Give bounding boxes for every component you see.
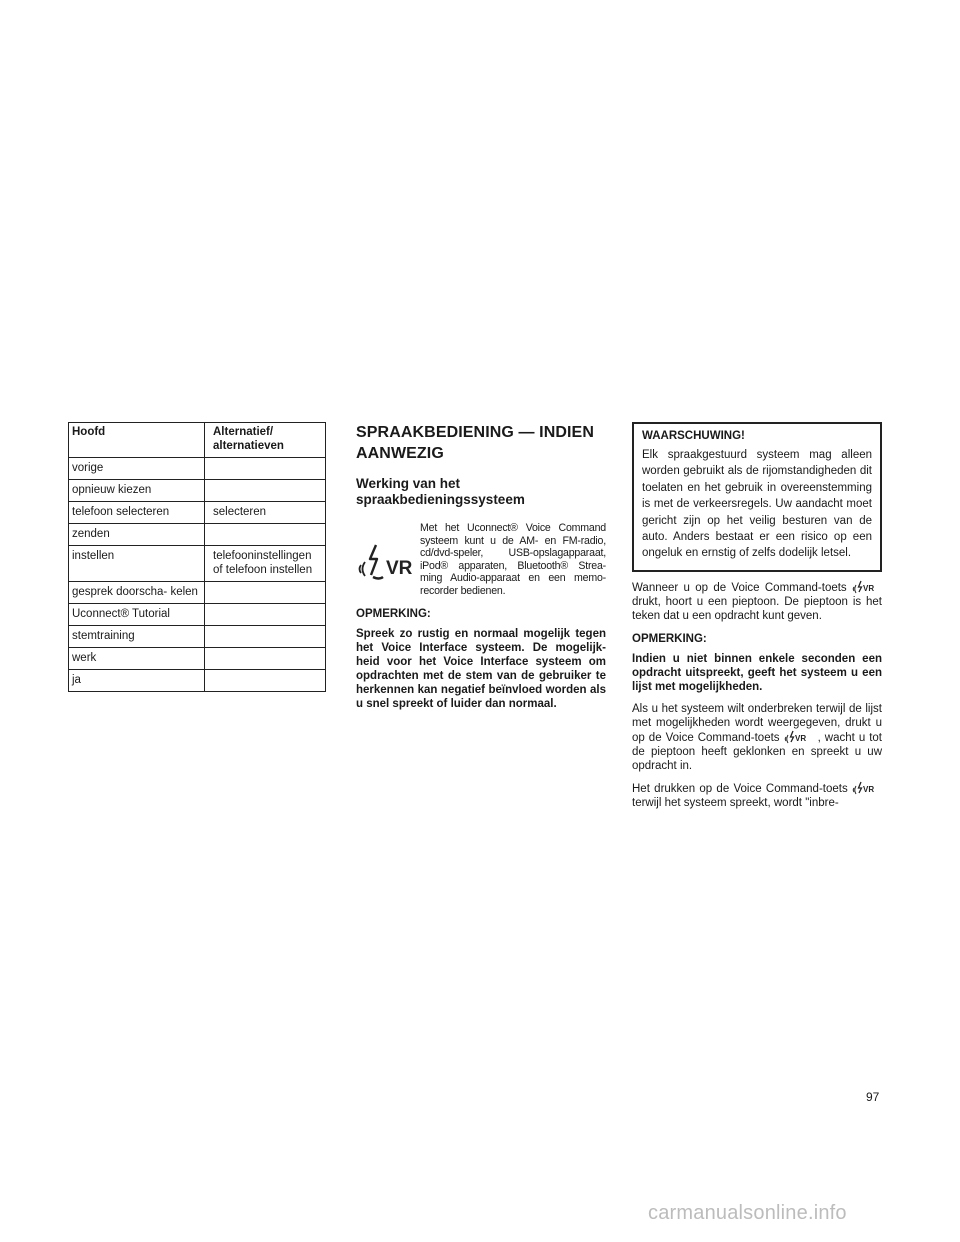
table-row xyxy=(69,604,326,626)
warning-title: WAARSCHUWING! xyxy=(642,430,745,442)
note-label: OPMERKING: xyxy=(356,607,431,620)
command-table-column xyxy=(68,422,326,692)
table-cell-main: ja xyxy=(69,670,205,692)
table-cell-main: gesprek doorscha- kelen xyxy=(69,582,205,604)
barge-in-paragraph-start: Het drukken op de Voice Command-toets xyxy=(632,782,848,795)
svg-text:VR: VR xyxy=(794,733,806,743)
page-number: 97 xyxy=(866,1090,880,1104)
table-cell-main: werk xyxy=(69,648,205,670)
section-subtitle: Werking van het spraakbedieningssysteem xyxy=(356,476,525,507)
barge-in-paragraph xyxy=(632,781,882,810)
table-row xyxy=(69,648,326,670)
warning-text: Elk spraakgestuurd systeem mag alleen worden gebruikt als de rijomstandigheden dit toelaten en het gebruik in overeenstemming is met de verkeersregels. Uw aandacht moet gericht zijn op het veilig besturen van de auto. Anders bestaat er een risico op een ongeluk en ernstig of zelfs dodelijk letsel. xyxy=(642,449,872,560)
table-row xyxy=(69,458,326,480)
table-cell-alternative xyxy=(205,480,326,502)
table-row xyxy=(69,546,326,582)
vr-voice-command-icon xyxy=(356,526,414,596)
section-title: SPRAAKBEDIENING — INDIEN AANWEZIG xyxy=(356,424,594,462)
table-cell-main: telefoon selecteren xyxy=(69,502,205,524)
voice-command-table xyxy=(68,422,326,692)
warning-column xyxy=(632,422,882,810)
table-cell-alternative xyxy=(205,458,326,480)
table-row xyxy=(69,502,326,524)
table-cell-main: vorige xyxy=(69,458,205,480)
warning-box xyxy=(632,422,882,572)
table-cell-alternative xyxy=(205,524,326,546)
intro-text: Met het Uconnect® Voice Command systeem kunt u de AM- en FM-radio, cd/dvd-speler, USB-opslagapparaat, iPod® apparaten, Bluetooth® Strea- ming Audio-apparaat en een memo- recorder bedienen. xyxy=(420,522,606,597)
interrupt-paragraph xyxy=(632,702,882,773)
voice-command-button-icon xyxy=(784,730,814,744)
table-header-row xyxy=(69,423,326,458)
table-row xyxy=(69,670,326,692)
table-header-alternative: Alternatief/ alternatieven xyxy=(205,423,326,458)
beep-paragraph-end: drukt, hoort u een pieptoon. De pieptoon is het teken dat u een opdracht kunt geven. xyxy=(632,595,882,622)
table-row xyxy=(69,480,326,502)
interrupt-paragraph-end: , wacht u tot de pieptoon heeft geklonken en spreekt u uw opdracht in. xyxy=(632,731,883,772)
table-cell-main: zenden xyxy=(69,524,205,546)
table-cell-alternative xyxy=(205,604,326,626)
beep-paragraph xyxy=(632,580,882,623)
vr-icon-text: VR xyxy=(386,558,413,579)
watermark: carmanualsonline.info xyxy=(648,1202,847,1224)
interrupt-paragraph-start: Als u het systeem wilt onderbreken terwijl de lijst met mogelijkheden wordt weergegeven, drukt u op de Voice Command-toets xyxy=(632,702,882,744)
table-cell-alternative xyxy=(205,626,326,648)
table-cell-alternative xyxy=(205,670,326,692)
intro-block xyxy=(356,522,606,598)
svg-text:VR: VR xyxy=(863,583,875,593)
voice-command-button-icon xyxy=(852,580,882,594)
table-row xyxy=(69,524,326,546)
svg-text:VR: VR xyxy=(863,784,875,794)
table-cell-main: opnieuw kiezen xyxy=(69,480,205,502)
table-header-main: Hoofd xyxy=(69,423,205,458)
note-text-2: Indien u niet binnen enkele seconden een opdracht uitspreekt, geeft het systeem u een lijst met mogelijkheden. xyxy=(632,652,882,693)
voice-section-column xyxy=(356,422,606,711)
table-cell-alternative: selecteren xyxy=(205,502,326,524)
table-cell-main: instellen xyxy=(69,546,205,582)
table-cell-alternative xyxy=(205,648,326,670)
barge-in-paragraph-end: terwijl het systeem spreekt, wordt "inbre- xyxy=(632,796,839,809)
note-text: Spreek zo rustig en normaal mogelijk tegen het Voice Interface systeem. De mogelijk- heid voor het Voice Interface systeem om opdrachten met de stem van de gebruiker te herkennen kan negatief beïnvloed worden als u snel spreekt of luider dan normaal. xyxy=(356,627,606,710)
note-label-2: OPMERKING: xyxy=(632,632,707,645)
table-cell-alternative: telefooninstellingen of telefoon instellen xyxy=(205,546,326,582)
beep-paragraph-start: Wanneer u op de Voice Command-toets xyxy=(632,581,847,594)
table-cell-alternative xyxy=(205,582,326,604)
table-cell-main: stemtraining xyxy=(69,626,205,648)
table-row xyxy=(69,582,326,604)
table-cell-main: Uconnect® Tutorial xyxy=(69,604,205,626)
voice-command-button-icon xyxy=(852,781,882,795)
table-row xyxy=(69,626,326,648)
